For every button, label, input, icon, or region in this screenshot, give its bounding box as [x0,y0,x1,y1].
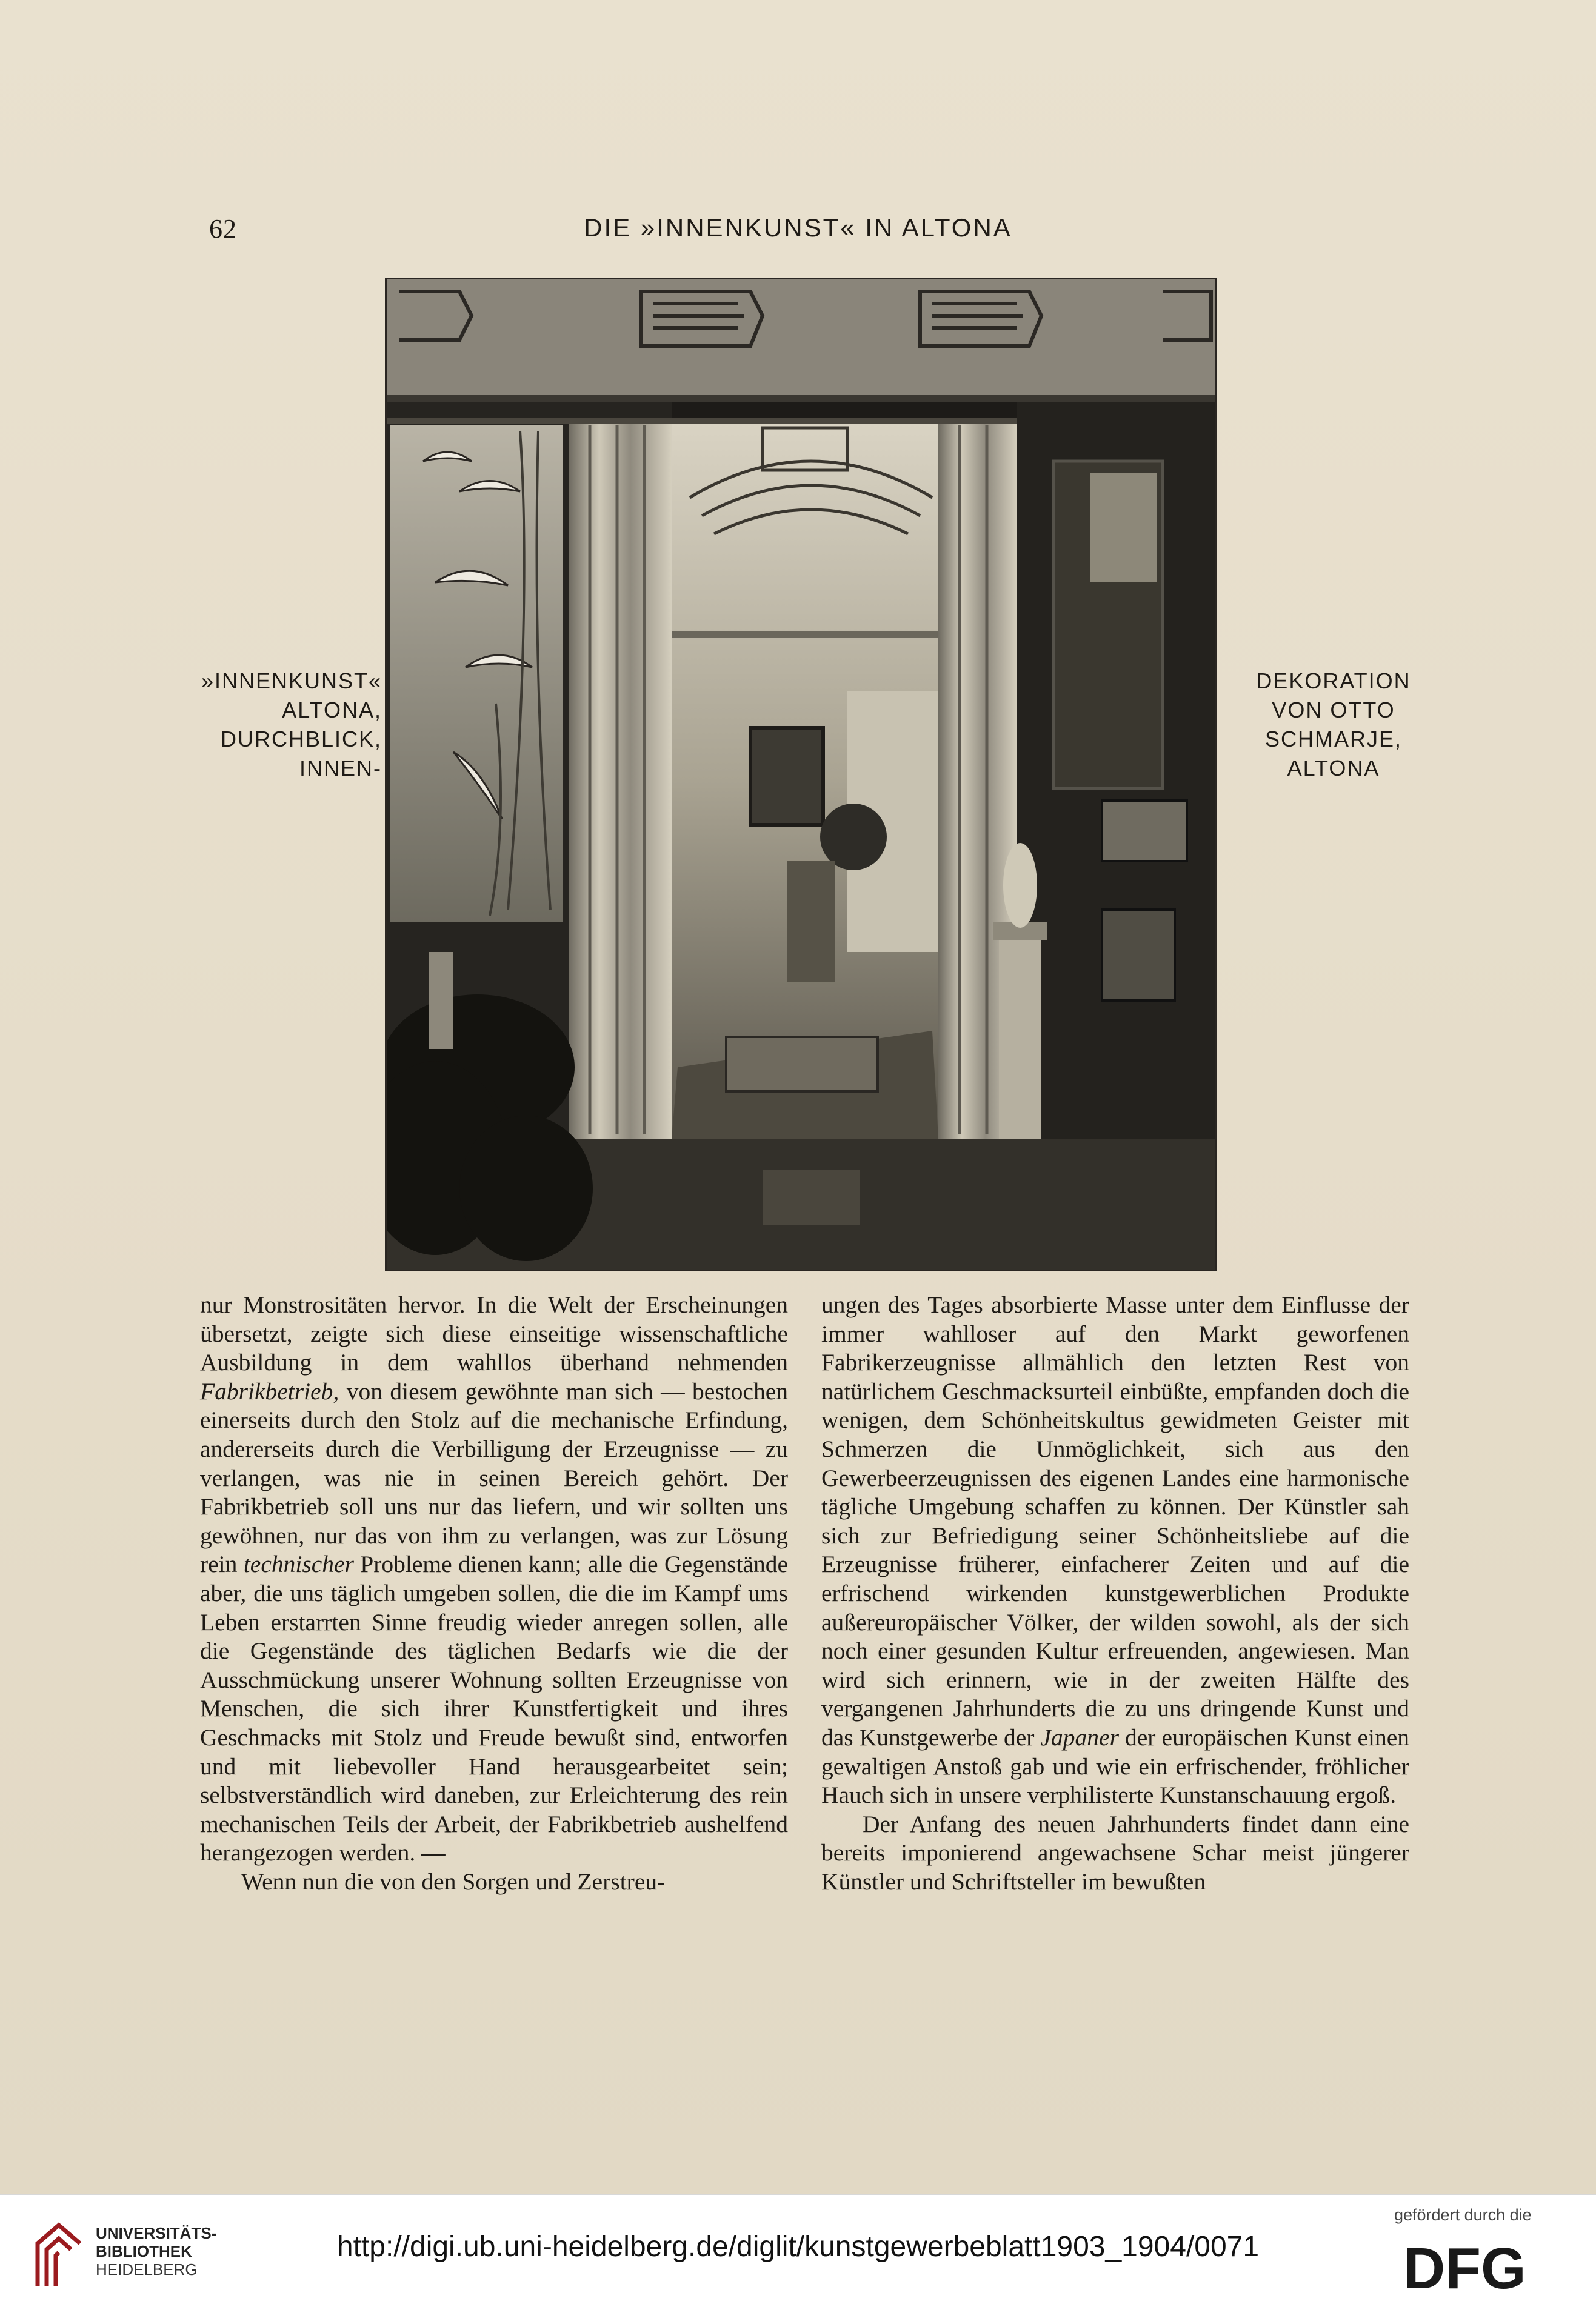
emphasis: technischer [243,1551,354,1578]
caption-line: ALTONA [1287,756,1380,781]
emphasis: Japaner [1040,1723,1119,1751]
library-name-line: HEIDELBERG [96,2260,198,2279]
caption-line: INNEN- [299,756,382,781]
caption-line: DEKORATION [1256,668,1411,693]
page-number: 62 [209,214,237,244]
article-text [200,1291,1409,1933]
caption-line: ALTONA, [282,698,382,722]
paragraph [200,1291,788,1868]
library-name-line: BIBLIOTHEK [96,2242,192,2260]
caption-line: DURCHBLICK, [220,727,382,751]
photo-caption-left [164,667,382,783]
dfg-logo-icon[interactable] [1400,2235,1558,2302]
caption-line: SCHMARJE, [1264,727,1403,751]
library-name-line: UNIVERSITÄTS- [96,2224,217,2242]
paragraph: Wenn nun die von den Sorgen und Zerstreu- [241,1868,666,1895]
dfg-logo-text: DFG [1403,2236,1526,2301]
paragraph [821,1291,1409,1810]
paragraph: Der Anfang des neuen Jahrhunderts findet dann eine bereits imponierend angewachsene Schar meist jüngerer Künstler und Schriftsteller im bewußten [821,1810,1409,1895]
emphasis: Fabrikbetrieb, [200,1377,339,1405]
text-column-left [200,1291,788,1896]
text-column-right [821,1291,1409,1896]
text-run: der europäischen Kunst einen gewaltigen Anstoß gab und wie ein erfrischender, fröhlicher Hauch sich in unsere verphilisterte Kunstanschauung ergoß. [821,1723,1409,1809]
text-run: Probleme dienen kann; alle die Gegenstände aber, die uns täglich umgeben sollen, die die im Kampf ums Leben erstarrten Sinne freudig wieder anregen sollen, alle die Gegenstände des täglichen Bedarfs wie die der Ausschmückung unserer Wohnung sollten Erzeugnisse von Menschen, die sich ihrer Kunstfertigkeit und ihres Geschmacks mit Stolz und Freude bewußt sind, entworfen und mit liebevoller Hand herausgearbeitet sein; selbstverständlich wird daneben, zur Erleichterung des rein mechanischen Teils der Arbeit, der Fabrikbetrieb aushelfend herangezogen werden. — [200,1551,788,1866]
running-head [0,213,1596,250]
permalink-url[interactable]: http://digi.ub.uni-heidelberg.de/diglit/kunstgewerbeblatt1903_1904/0071 [336,2231,1260,2263]
text-run: nur Monstrositäten hervor. In die Welt der Erscheinungen übersetzt, zeigte sich diese einseitige wissenschaftliche Ausbildung in dem wahllos überhand nehmenden [200,1291,788,1376]
funded-by-label: gefördert durch die [1394,2206,1532,2224]
running-title: DIE »INNENKUNST« IN ALTONA [584,213,1012,242]
interior-photograph [385,278,1217,1271]
digitization-footer [0,2194,1596,2324]
caption-line: »INNENKUNST« [201,668,382,693]
text-run: von diesem gewöhnte man sich — bestochen einerseits durch den Stolz auf die mechanische Erfindung, andererseits durch die Verbilligung der Erzeugnisse — zu verlangen, was nie in seinen Bereich gehört. Der Fabrikbetrieb soll uns nur das liefern, und wir sollten uns gewöhnen, nur das von ihm zu verlangen, was zur Lösung rein [200,1377,788,1578]
photo-caption-right [1224,667,1443,783]
photograph-image [387,279,1215,1270]
text-run: ungen des Tages absorbierte Masse unter dem Einflusse der immer wahlloser auf den Markt geworfenen Fabrikerzeugnisse allmählich den letzten Rest von natürlichem Geschmacksurteil einbüßte, empfanden doch die wenigen, dem Schönheitskultus gewidmeten Geister mit Schmerzen die Unmöglichkeit, sich aus den Gewerbeerzeugnissen des eigenen Landes eine harmonische tägliche Umgebung schaffen zu können. Der Künstler sah sich zur Befriedigung seiner Schönheitsliebe auf die Erzeugnisse früherer, einfacherer Zeiten und auf die erfrischend wirkenden kunstgewerblichen Produkte außereuropäischer Völker, der wilden sowohl, als der sich noch einer gesunden Kultur erfreuenden, angewiesen. Man wird sich erinnern, wie in der zweiten Hälfte des vergangenen Jahrhunderts die zu uns dringende Kunst und das Kunstgewerbe der [821,1291,1409,1751]
caption-line: VON OTTO [1272,698,1395,722]
